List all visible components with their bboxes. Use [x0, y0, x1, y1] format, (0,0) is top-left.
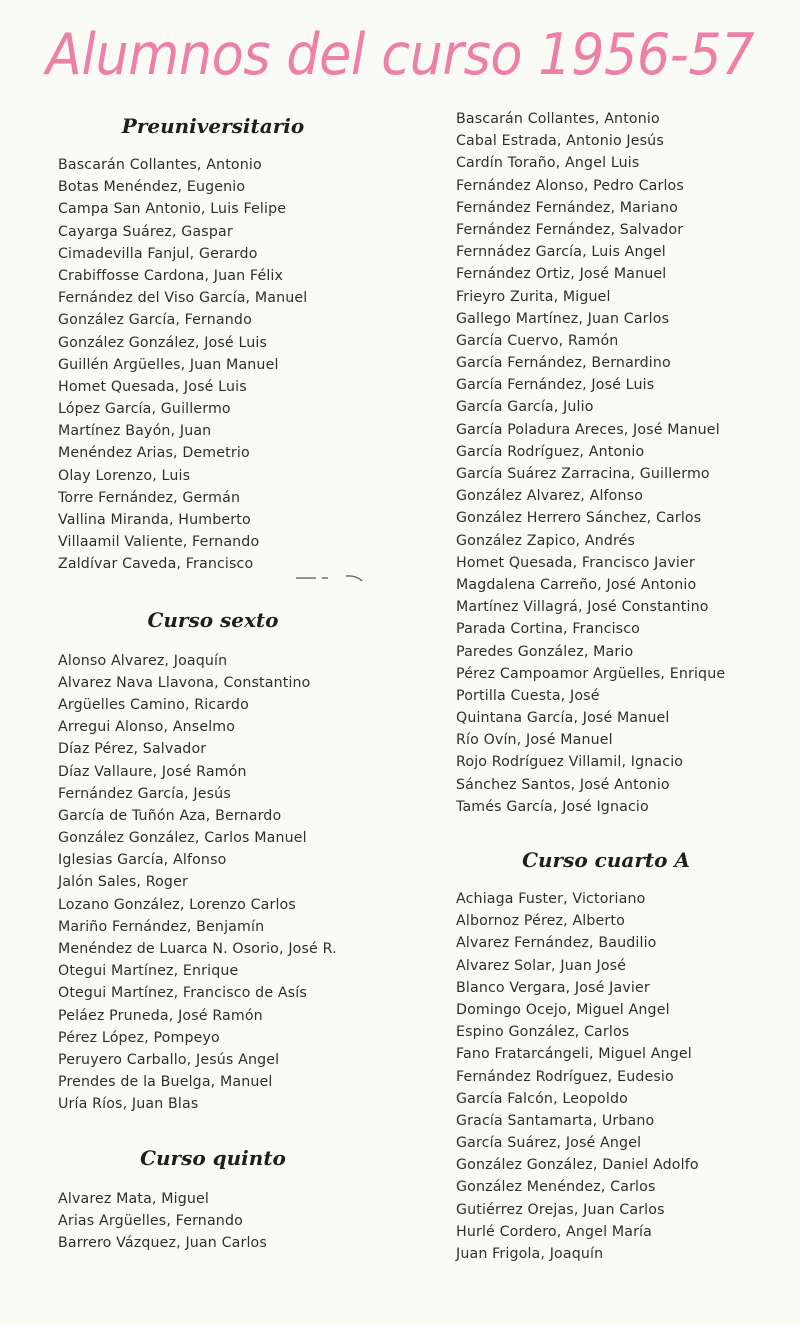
student-name: Blanco Vergara, José Javier — [456, 979, 650, 996]
student-name: Sánchez Santos, José Antonio — [456, 776, 670, 793]
name-list-preuniversitario — [58, 154, 418, 576]
student-name: Prendes de la Buelga, Manuel — [58, 1074, 273, 1091]
student-name: Fernández Alonso, Pedro Carlos — [456, 177, 684, 194]
right-column — [456, 108, 796, 1265]
name-list-curso-quinto-left — [58, 1188, 418, 1255]
student-name: Iglesias García, Alfonso — [58, 852, 227, 869]
student-name: Fernández Fernández, Salvador — [456, 221, 684, 238]
student-name: Martínez Villagrá, José Constantino — [456, 599, 709, 616]
section-curso-sexto — [58, 604, 418, 1116]
student-name: Juan Frigola, Joaquín — [456, 1246, 604, 1262]
student-name: García Rodríguez, Antonio — [456, 443, 645, 460]
student-name: Menéndez Arias, Demetrio — [58, 445, 250, 462]
student-name: Argüelles Camino, Ricardo — [58, 696, 249, 713]
student-name: Peruyero Carballo, Jesús Angel — [58, 1051, 280, 1068]
student-name: Pérez López, Pompeyo — [58, 1029, 220, 1046]
student-name: González García, Fernando — [58, 312, 252, 329]
student-name: Mariño Fernández, Benjamín — [58, 918, 265, 935]
student-name: Arias Argüelles, Fernando — [58, 1212, 243, 1229]
section-heading-preuniversitario: Preuniversitario — [121, 114, 305, 138]
ink-smudge — [296, 574, 366, 582]
student-name: Arregui Alonso, Anselmo — [58, 719, 236, 736]
student-name: Cayarga Suárez, Gaspar — [58, 223, 233, 240]
student-name: Guillén Argüelles, Juan Manuel — [58, 356, 279, 373]
student-name: Zaldívar Caveda, Francisco — [58, 556, 254, 573]
section-preuniversitario — [58, 110, 418, 576]
student-name: Homet Quesada, José Luis — [58, 378, 247, 395]
section-heading-curso-cuarto-a: Curso cuarto A — [522, 848, 690, 872]
student-name: Alonso Alvarez, Joaquín — [58, 652, 228, 669]
student-name: Crabiffosse Cardona, Juan Félix — [58, 267, 284, 284]
section-curso-quinto-continued — [456, 108, 796, 818]
student-name: Hurlé Cordero, Angel María — [456, 1223, 652, 1240]
student-name: Jalón Sales, Roger — [58, 874, 188, 891]
student-name: González González, Carlos Manuel — [58, 830, 307, 847]
student-name: Alvarez Nava Llavona, Constantino — [58, 674, 311, 691]
student-name: González Alvarez, Alfonso — [456, 488, 644, 505]
student-name: Tamés García, José Ignacio — [456, 798, 649, 815]
student-name: Domingo Ocejo, Miguel Angel — [456, 1001, 670, 1018]
student-name: García Falcón, Leopoldo — [456, 1090, 628, 1107]
student-name: Menéndez de Luarca N. Osorio, José R. — [58, 941, 337, 957]
student-name: Pérez Campoamor Argüelles, Enrique — [456, 665, 726, 682]
student-name: Vallina Miranda, Humberto — [58, 512, 251, 528]
student-name: García Fernández, Bernardino — [456, 355, 671, 372]
student-name: Achiaga Fuster, Victoriano — [456, 891, 646, 907]
student-name: Alvarez Fernández, Baudilio — [456, 935, 657, 952]
student-name: García Suárez Zarracina, Guillermo — [456, 466, 710, 482]
section-heading-curso-quinto: Curso quinto — [140, 1145, 286, 1170]
section-curso-cuarto-a — [456, 844, 796, 1265]
student-name: Cimadevilla Fanjul, Gerardo — [58, 245, 258, 262]
student-name: González González, José Luis — [58, 334, 268, 351]
student-name: Cabal Estrada, Antonio Jesús — [456, 133, 664, 150]
student-name: González Menéndez, Carlos — [456, 1179, 656, 1196]
student-name: García García, Julio — [456, 399, 594, 416]
name-list-curso-sexto — [58, 650, 418, 1116]
student-name: Gracía Santamarta, Urbano — [456, 1112, 655, 1129]
student-name: Alvarez Mata, Miguel — [58, 1190, 210, 1207]
student-name: Bascarán Collantes, Antonio — [456, 111, 660, 127]
student-name: Parada Cortina, Francisco — [456, 621, 640, 638]
name-list-curso-cuarto-a — [456, 888, 796, 1265]
student-name: Portilla Cuesta, José — [456, 687, 600, 704]
student-name: García Suárez, José Angel — [456, 1135, 642, 1152]
student-name: Díaz Vallaure, José Ramón — [58, 763, 247, 780]
student-name: Olay Lorenzo, Luis — [58, 467, 191, 484]
name-list-curso-quinto-right — [456, 108, 796, 818]
student-name: Fernández Ortiz, José Manuel — [456, 266, 667, 283]
student-name: Alvarez Solar, Juan José — [456, 957, 627, 974]
section-heading-curso-sexto: Curso sexto — [147, 607, 279, 632]
student-name: Fernnádez García, Luis Angel — [456, 244, 666, 261]
student-name: Bascarán Collantes, Antonio — [58, 157, 262, 173]
student-name: Río Ovín, José Manuel — [456, 732, 613, 749]
student-name: Espino González, Carlos — [456, 1024, 630, 1041]
student-name: Campa San Antonio, Luis Felipe — [58, 201, 287, 218]
student-name: Fernández del Viso García, Manuel — [58, 290, 308, 307]
student-name: Paredes González, Mario — [456, 643, 634, 660]
student-name: Fernández García, Jesús — [58, 785, 231, 802]
student-name: Cardín Toraño, Angel Luis — [456, 155, 640, 172]
student-name: Lozano González, Lorenzo Carlos — [58, 896, 296, 913]
student-name: Fano Fratarcángeli, Miguel Angel — [456, 1046, 692, 1063]
student-name: López García, Guillermo — [58, 401, 231, 418]
student-name: Quintana García, José Manuel — [456, 710, 670, 727]
student-name: Torre Fernández, Germán — [58, 489, 241, 506]
student-name: Homet Quesada, Francisco Javier — [456, 554, 695, 571]
student-name: Otegui Martínez, Enrique — [58, 963, 239, 980]
page-title: Alumnos del curso 1956-57 — [45, 22, 755, 88]
student-name: García Cuervo, Ramón — [456, 332, 619, 349]
student-name: Villaamil Valiente, Fernando — [58, 534, 260, 551]
student-name: Díaz Pérez, Salvador — [58, 741, 207, 758]
student-name: Barrero Vázquez, Juan Carlos — [58, 1234, 267, 1251]
student-name: Magdalena Carreño, José Antonio — [456, 576, 697, 593]
student-name: Botas Menéndez, Eugenio — [58, 179, 246, 196]
student-name: González Herrero Sánchez, Carlos — [456, 510, 702, 527]
student-name: Gutiérrez Orejas, Juan Carlos — [456, 1201, 665, 1218]
student-name: Otegui Martínez, Francisco de Asís — [58, 985, 307, 1002]
student-name: González Zapico, Andrés — [456, 532, 636, 549]
student-name: García Fernández, José Luis — [456, 377, 655, 394]
student-name: Gallego Martínez, Juan Carlos — [456, 310, 670, 327]
student-name: Albornoz Pérez, Alberto — [456, 913, 625, 930]
student-name: Peláez Pruneda, José Ramón — [58, 1007, 263, 1024]
section-curso-quinto — [58, 1142, 418, 1255]
student-name: Fernández Fernández, Mariano — [456, 199, 678, 216]
left-column — [58, 108, 418, 1254]
student-name: Fernández Rodríguez, Eudesio — [456, 1068, 674, 1085]
student-name: García Poladura Areces, José Manuel — [456, 421, 720, 438]
student-name: Rojo Rodríguez Villamil, Ignacio — [456, 754, 684, 771]
student-name: Frieyro Zurita, Miguel — [456, 288, 611, 305]
student-name: González González, Daniel Adolfo — [456, 1157, 699, 1174]
student-name: Uría Ríos, Juan Blas — [58, 1096, 199, 1113]
student-name: García de Tuñón Aza, Bernardo — [58, 807, 282, 824]
student-name: Martínez Bayón, Juan — [58, 423, 212, 440]
